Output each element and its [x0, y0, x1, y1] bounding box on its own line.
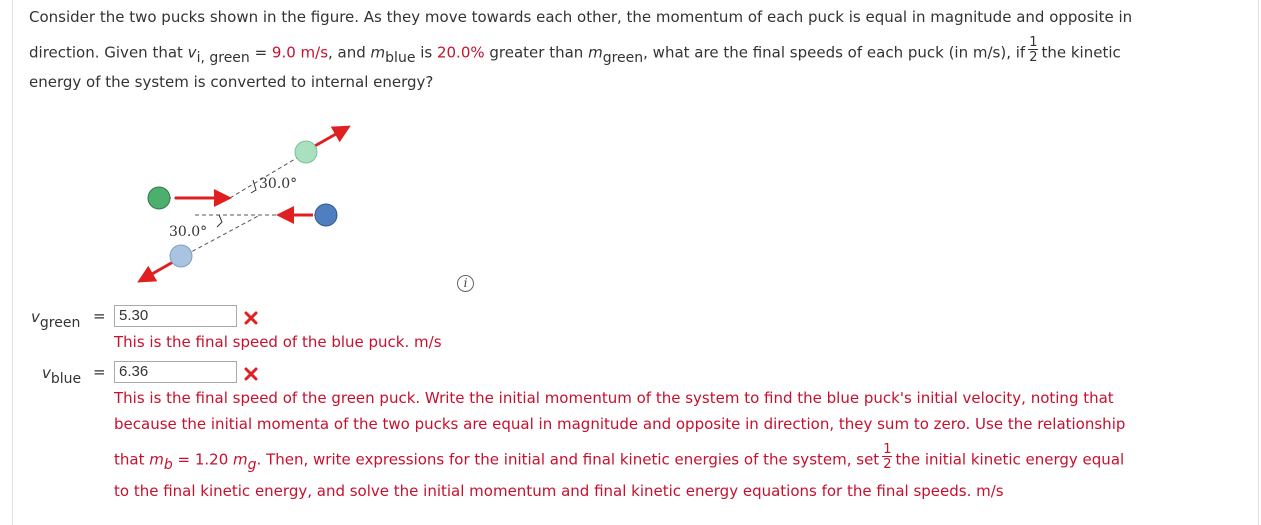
equals-sign: = [93, 307, 106, 325]
question-line-3: energy of the system is converted to internal energy? [29, 73, 434, 91]
v-blue-feedback-line-1: This is the final speed of the green puck. Write the initial momentum of the system to find the blue puck's initial velocity, noting that [114, 389, 1114, 407]
incorrect-x-icon [244, 311, 258, 325]
incorrect-x-icon [244, 367, 258, 381]
given-speed: 9.0 m/s [271, 43, 329, 62]
v-green-label: vgreen [31, 308, 81, 331]
v-blue-feedback-line-2: because the initial momenta of the two pucks are equal in magnitude and opposite in direction, they sum to zero. Use the relationship [114, 415, 1126, 433]
mass-percent: 20.0% [436, 43, 485, 62]
question-line-2: direction. Given that $v_{i, green} = 9.0$ m/s, and $m_{blue}$ is 20.0% greater than $m_{green}$, what are the final speeds of each puck (in m/s), if $\frac{1}{2}$ the kinetic [29, 35, 1121, 66]
blue-puck-initial [315, 204, 337, 226]
equals-sign: = [93, 363, 106, 381]
green-final-arrow [313, 130, 343, 147]
green-puck-initial [148, 187, 170, 209]
angle-arc-top [251, 180, 256, 193]
v-blue-feedback-line-3: that $m_b = 1.20$ $m_g$. Then, write expressions for the initial and final kinetic energies of the system, set $\frac{1}{2}$ the initial kinetic energy equal [114, 442, 1125, 473]
v-green-input[interactable]: 5.30 [114, 305, 237, 327]
angle-arc-bottom [217, 215, 222, 227]
angle-label-top: 30.0° [259, 176, 298, 192]
fraction-half: $\frac{1}{2}$ [1029, 35, 1038, 65]
pucks-figure [135, 120, 365, 285]
v-blue-feedback-line-4: to the final kinetic energy, and solve the initial momentum and final kinetic energy equations for the final speeds. m/s [114, 482, 1004, 500]
v-blue-input[interactable]: 6.36 [114, 361, 237, 383]
blue-puck-final [170, 245, 192, 267]
green-puck-final [295, 141, 317, 163]
info-icon[interactable]: i [457, 275, 474, 292]
question-line-1: Consider the two pucks shown in the figure. As they move towards each other, the momentum of each puck is equal in magnitude and opposite in [29, 8, 1133, 26]
v-blue-label: vblue [42, 364, 82, 387]
blue-final-arrow [145, 262, 173, 278]
fraction-half: $\frac{1}{2}$ [883, 442, 892, 472]
angle-label-bottom: 30.0° [169, 224, 208, 240]
v-green-feedback: This is the final speed of the blue puck. m/s [114, 333, 442, 351]
